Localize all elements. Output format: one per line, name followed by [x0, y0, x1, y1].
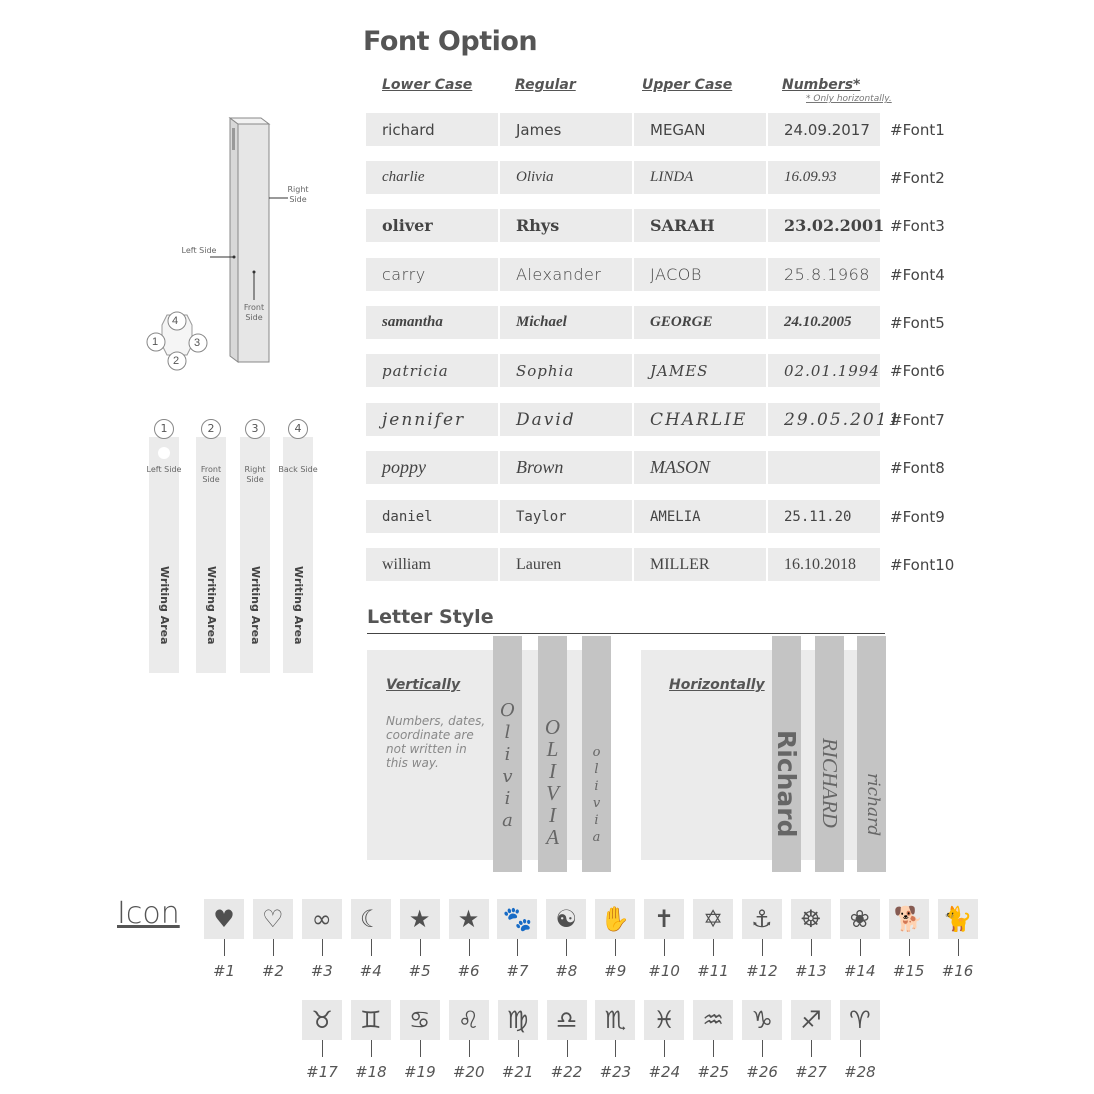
icon-connector — [322, 939, 323, 956]
icon-connector — [518, 1040, 519, 1057]
letter-style-title: Letter Style — [367, 606, 494, 628]
star-icon: ★ — [400, 899, 440, 939]
lower-case-cell: patricia — [366, 354, 498, 387]
vertical-sample-olivia-caps — [538, 716, 567, 848]
right-side-label: Right Side — [287, 185, 309, 204]
icon-label: #2 — [261, 962, 284, 980]
yin-yang-icon: ☯ — [546, 899, 586, 939]
header-upper-case: Upper Case — [642, 77, 733, 93]
letter-style-divider — [367, 633, 885, 634]
pisces-icon: ♓ — [644, 1000, 684, 1040]
icon-connector — [420, 1040, 421, 1057]
icon-connector — [273, 939, 274, 956]
font-label: #Font1 — [890, 121, 945, 139]
vertical-letter: I — [549, 803, 556, 827]
lower-case-cell: oliver — [366, 209, 498, 242]
bar-side-label: Back Side — [278, 465, 318, 474]
libra-icon: ♎ — [547, 1000, 587, 1040]
icon-connector — [664, 939, 665, 956]
cross-icon: ✝ — [644, 899, 684, 939]
icon-connector — [420, 939, 421, 956]
icon-label: #7 — [506, 962, 529, 980]
font-label: #Font7 — [890, 411, 945, 429]
small-star-icon: ★ — [449, 899, 489, 939]
vertical-letter: i — [594, 779, 599, 794]
vertical-letter: O — [500, 700, 515, 721]
bar-3d-illustration — [140, 110, 340, 380]
font-label: #Font10 — [890, 556, 955, 574]
icon-label: #24 — [648, 1063, 681, 1081]
dog-icon: 🐕 — [889, 899, 929, 939]
icon-label: #17 — [306, 1063, 338, 1081]
icon-connector — [615, 1040, 616, 1057]
upper-case-cell: JAMES — [634, 354, 766, 387]
icon-connector — [469, 1040, 470, 1057]
anchor-icon: ⚓ — [742, 899, 782, 939]
upper-case-cell: GEORGE — [634, 306, 766, 339]
vertical-letter: v — [502, 766, 513, 787]
regular-cell: Rhys — [500, 209, 632, 242]
icon-label: #9 — [604, 962, 627, 980]
lower-case-cell: jennifer — [366, 403, 498, 436]
icon-label: #8 — [555, 962, 578, 980]
icon-connector — [566, 939, 567, 956]
vertical-letter: V — [546, 781, 559, 805]
numbers-cell: 16.09.93 — [768, 161, 880, 194]
icon-label: #25 — [697, 1063, 730, 1081]
icon-connector — [664, 1040, 665, 1057]
icon-connector — [909, 939, 910, 956]
numbers-cell: 24.10.2005 — [768, 306, 880, 339]
icon-label: #19 — [403, 1063, 436, 1081]
numbers-note: * Only horizontally. — [806, 94, 892, 104]
icon-connector — [224, 939, 225, 956]
font-label: #Font8 — [890, 459, 945, 477]
icon-label: #22 — [550, 1063, 583, 1081]
vertical-letter: L — [546, 737, 559, 761]
bar-side-label: Front Side — [200, 465, 222, 484]
hole-marker — [158, 447, 170, 459]
heart-icon: ♥ — [204, 899, 244, 939]
icon-label: #14 — [843, 962, 876, 980]
icon-connector — [371, 1040, 372, 1057]
page-title: Font Option — [363, 26, 538, 57]
hamsa-icon: ✋ — [595, 899, 635, 939]
regular-cell: Lauren — [500, 548, 632, 581]
sagittarius-icon: ♐ — [791, 1000, 831, 1040]
icon-connector — [322, 1040, 323, 1057]
icon-label: #15 — [892, 962, 925, 980]
icon-connector — [860, 1040, 861, 1057]
paw-icon: 🐾 — [497, 899, 537, 939]
icon-connector — [860, 939, 861, 956]
numbers-cell: 23.02.2001 — [768, 209, 880, 242]
numbers-cell: 25.8.1968 — [768, 258, 880, 291]
infinity-icon: ∞ — [302, 899, 342, 939]
font-label: #Font5 — [890, 314, 945, 332]
lower-case-cell: samantha — [366, 306, 498, 339]
vertical-letter: A — [546, 825, 559, 849]
vertically-heading: Vertically — [386, 677, 461, 693]
numbers-cell: 24.09.2017 — [768, 113, 880, 146]
icon-label: #26 — [746, 1063, 778, 1081]
icon-connector — [762, 939, 763, 956]
position-4: 4 — [172, 315, 179, 327]
icon-label: #27 — [795, 1063, 827, 1081]
numbers-cell: 16.10.2018 — [768, 548, 880, 581]
regular-cell: James — [500, 113, 632, 146]
upper-case-cell: JACOB — [634, 258, 766, 291]
vertical-letter: v — [592, 796, 601, 811]
icon-connector — [371, 939, 372, 956]
regular-cell: Taylor — [500, 500, 632, 533]
icon-connector — [615, 939, 616, 956]
font-label: #Font3 — [890, 217, 945, 235]
icon-label: #23 — [599, 1063, 632, 1081]
star-of-david-icon: ✡ — [693, 899, 733, 939]
numbers-cell: 29.05.2011 — [768, 403, 880, 436]
numbers-cell: 02.01.1994 — [768, 354, 880, 387]
vertical-letter: i — [594, 813, 599, 828]
icon-label: #6 — [457, 962, 480, 980]
header-numbers: Numbers* — [782, 77, 861, 93]
cat-icon: 🐈 — [938, 899, 978, 939]
upper-case-cell: AMELIA — [634, 500, 766, 533]
position-3: 3 — [194, 337, 201, 349]
icon-label: #10 — [648, 962, 680, 980]
bar-number: 1 — [154, 419, 174, 439]
bar-side-label: Right Side — [244, 465, 266, 484]
taurus-icon: ♉ — [302, 1000, 342, 1040]
lower-case-cell: daniel — [366, 500, 498, 533]
cancer-icon: ♋ — [400, 1000, 440, 1040]
icon-label: #20 — [452, 1063, 485, 1081]
upper-case-cell: MASON — [634, 451, 766, 484]
vertical-letter: l — [594, 762, 599, 777]
upper-case-cell: MEGAN — [634, 113, 766, 146]
regular-cell: Olivia — [500, 161, 632, 194]
header-lower-case: Lower Case — [382, 77, 473, 93]
icon-title: Icon — [117, 896, 180, 931]
icon-label: #1 — [212, 962, 236, 980]
vertical-letter: a — [592, 830, 601, 845]
icon-connector — [762, 1040, 763, 1057]
writing-area-label: Writing Area — [249, 566, 262, 645]
vertical-sample-olivia — [493, 700, 522, 832]
virgo-icon: ♍ — [498, 1000, 538, 1040]
vertical-note: Numbers, dates, coordinate are not written in this way. — [386, 714, 486, 770]
left-side-label: Left Side — [181, 246, 217, 255]
vertical-letter: i — [504, 788, 511, 809]
regular-cell: Brown — [500, 451, 632, 484]
lower-case-cell: richard — [366, 113, 498, 146]
bar-side-label: Left Side — [146, 465, 182, 474]
position-1: 1 — [152, 336, 159, 348]
horizontally-heading: Horizontally — [669, 677, 765, 693]
leo-icon: ♌ — [449, 1000, 489, 1040]
capricorn-icon: ♑ — [742, 1000, 782, 1040]
numbers-cell: 25.11.20 — [768, 500, 880, 533]
lotus-icon: ❀ — [840, 899, 880, 939]
lower-case-cell: poppy — [366, 451, 498, 484]
horizontal-sample-richard-caps: RICHARD — [818, 738, 842, 828]
horizontal-sample-richard: Richard — [772, 730, 801, 838]
icon-label: #3 — [310, 962, 333, 980]
scorpio-icon: ♏ — [595, 1000, 635, 1040]
regular-cell: David — [500, 403, 632, 436]
icon-label: #11 — [697, 962, 729, 980]
lower-case-cell: charlie — [366, 161, 498, 194]
open-heart-icon: ♡ — [253, 899, 293, 939]
vertical-letter: i — [504, 744, 511, 765]
vertical-letter: I — [549, 759, 556, 783]
regular-cell: Alexander — [500, 258, 632, 291]
horizontal-sample-richard-lower: richard — [863, 773, 883, 837]
icon-connector — [469, 939, 470, 956]
icon-label: #18 — [355, 1063, 387, 1081]
upper-case-cell: SARAH — [634, 209, 766, 242]
gemini-icon: ♊ — [351, 1000, 391, 1040]
upper-case-cell: CHARLIE — [634, 403, 766, 436]
aquarius-icon: ♒ — [693, 1000, 733, 1040]
icon-label: #21 — [501, 1063, 534, 1081]
moon-icon: ☾ — [351, 899, 391, 939]
icon-connector — [811, 1040, 812, 1057]
font-label: #Font9 — [890, 508, 945, 526]
upper-case-cell: MILLER — [634, 548, 766, 581]
vertical-sample-olivia-lower — [582, 744, 611, 846]
aries-icon: ♈ — [840, 1000, 880, 1040]
bar-number: 2 — [201, 419, 221, 439]
font-label: #Font6 — [890, 362, 945, 380]
bar-number: 4 — [288, 419, 308, 439]
upper-case-cell: LINDA — [634, 161, 766, 194]
writing-area-label: Writing Area — [158, 566, 171, 645]
icon-label: #12 — [746, 962, 778, 980]
front-side-label: Front Side — [243, 303, 265, 322]
lower-case-cell: carry — [366, 258, 498, 291]
vertical-letter: o — [592, 745, 601, 760]
icon-connector — [567, 1040, 568, 1057]
regular-cell: Michael — [500, 306, 632, 339]
icon-connector — [811, 939, 812, 956]
icon-label: #4 — [359, 962, 382, 980]
vertical-letter: O — [544, 715, 561, 739]
header-regular: Regular — [515, 77, 576, 93]
font-label: #Font2 — [890, 169, 945, 187]
horizontal-strip-3 — [857, 636, 886, 872]
vertical-letter: l — [504, 722, 511, 743]
icon-connector — [958, 939, 959, 956]
icon-connector — [517, 939, 518, 956]
icon-label: #28 — [844, 1063, 876, 1081]
icon-connector — [713, 939, 714, 956]
icon-connector — [713, 1040, 714, 1057]
writing-area-label: Writing Area — [205, 566, 218, 645]
vertical-letter: a — [502, 810, 513, 831]
font-label: #Font4 — [890, 266, 945, 284]
regular-cell: Sophia — [500, 354, 632, 387]
ship-wheel-icon: ☸ — [791, 899, 831, 939]
lower-case-cell: william — [366, 548, 498, 581]
numbers-cell — [768, 451, 880, 484]
writing-area-label: Writing Area — [292, 566, 305, 645]
icon-label: #5 — [408, 962, 431, 980]
position-2: 2 — [173, 355, 180, 367]
bar-number: 3 — [245, 419, 265, 439]
icon-label: #13 — [794, 962, 827, 980]
icon-label: #16 — [941, 962, 974, 980]
